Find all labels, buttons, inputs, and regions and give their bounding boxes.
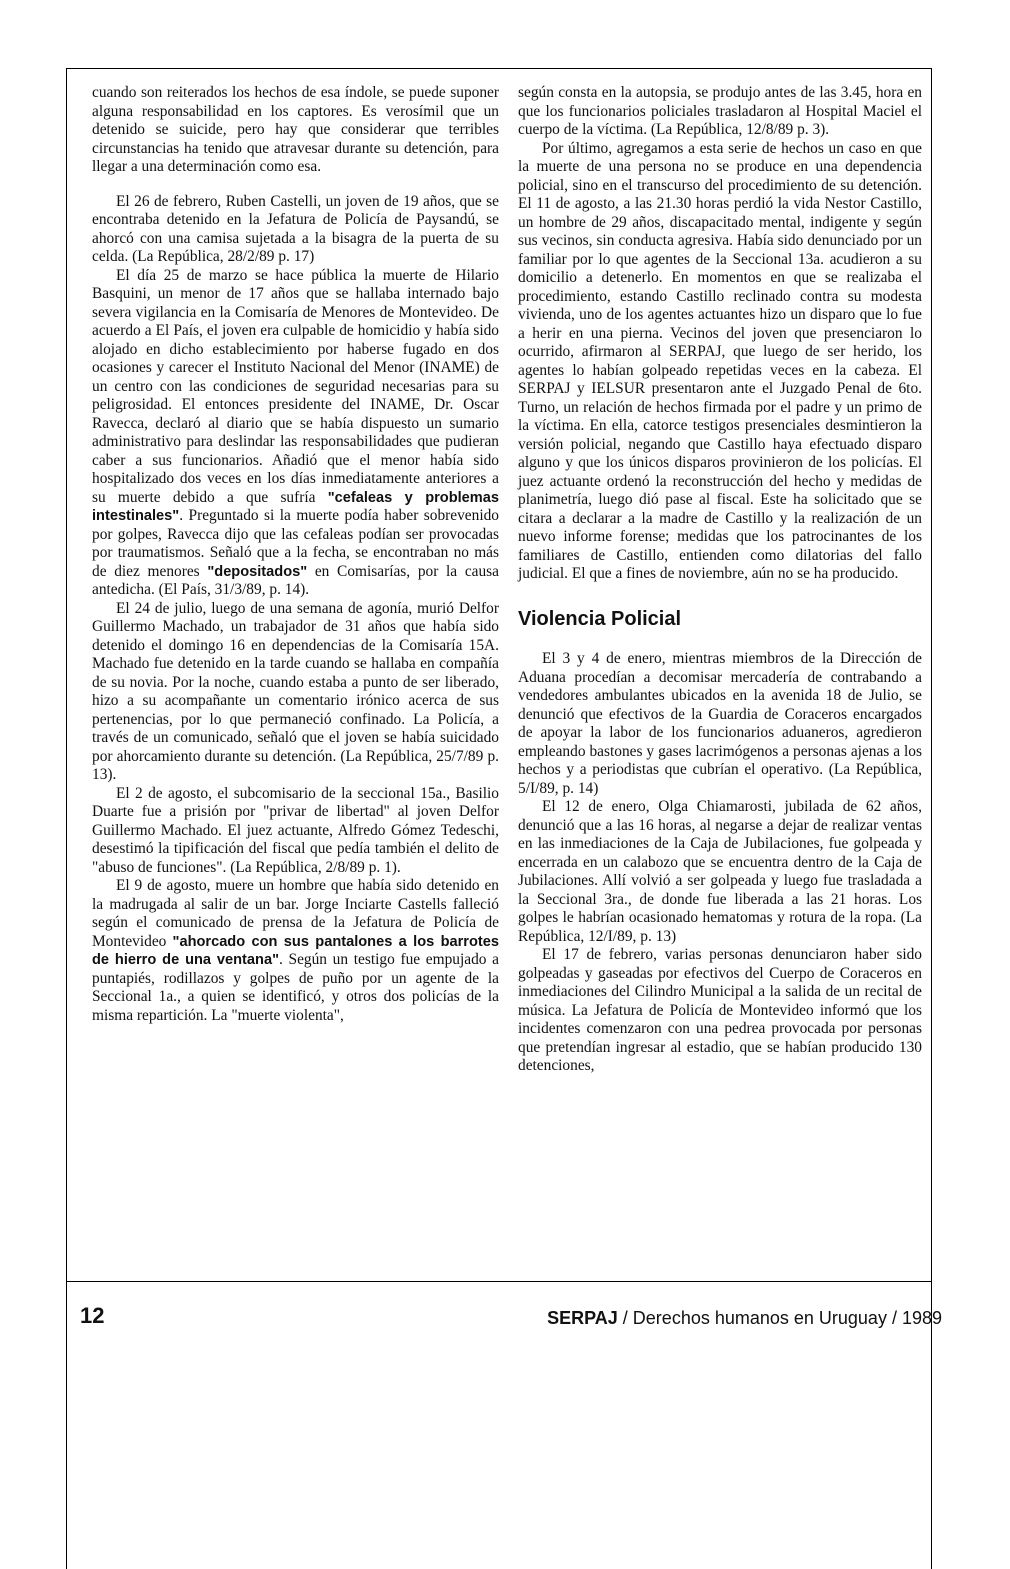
- left-column: [92, 84, 499, 1025]
- paragraph: [92, 267, 499, 600]
- text-run: . Preguntado si la muerte podía haber sobrevenido por golpes, Ravecca dijo que las cefaleas podían ser provocadas por traumatismos. Señaló que a la fecha, se encontraban no más de diez menores: [92, 507, 499, 580]
- text-run: . Según un testigo fue empujado a puntapiés, rodillazos y golpes de puño por un agente de la Seccional 1a., a quien se identificó, y otros dos policías de la misma repartición. La "muerte violenta",: [92, 951, 499, 1024]
- page-number: 12: [80, 1303, 105, 1328]
- paragraph: El 24 de julio, luego de una semana de agonía, murió Delfor Guillermo Machado, un trabajador de 31 años que había sido detenido el domingo 16 en dependencias de la Comisaría 15A. Machado fue detenido en la tarde cuando se hallaba en compañía de su novia. Por la noche, cuando estaba a punto de ser liberado, hizo a su acompañante un comentario irónico acerca de sus pertenencias, por lo que permaneció confinado. La Policía, a través de un comunicado, señaló que el joven se había suicidado por ahorcamiento durante su detención. (La República, 25/7/89 p. 13).: [92, 599, 499, 783]
- footer-brand: SERPAJ: [547, 1308, 618, 1328]
- paragraph: El 2 de agosto, el subcomisario de la seccional 15a., Basilio Duarte fue a prisión por "privar de libertad" al joven Delfor Guillermo Machado. El juez actuante, Alfredo Gómez Tedeschi, desestimó la tipificación del fiscal que pedía también el delito de "abuso de funciones". (La República, 2/8/89 p. 1).: [92, 784, 499, 876]
- paragraph: El 17 de febrero, varias personas denunciaron haber sido golpeadas y gaseadas por efectivos del Cuerpo de Coraceros en inmediaciones del Cilindro Municipal a la salida de un recital de música. La Jefatura de Policía de Montevideo informó que los incidentes comenzaron con una pedrea provocada por personas que pretendían ingresar al estadio, que se habían producido 130 detenciones,: [518, 946, 922, 1074]
- frame-bottom-rule: [66, 1281, 932, 1282]
- right-column: [518, 84, 922, 1076]
- paragraph: [92, 877, 499, 1025]
- paragraph: El 3 y 4 de enero, mientras miembros de la Dirección de Aduana procedían a decomisar mercadería de contrabando a vendedores ambulantes ubicados en la avenida 18 de Julio, se denunció que efectivos de la Guardia de Coraceros encargados de apoyar la labor de los funcionarios aduaneros, agredieron empleando bastones y gases lacrimógenos a personas ajenas a los hechos y a periodistas que cubrían el operativo. (La República, 5/I/89, p. 14): [518, 650, 922, 797]
- emphasis-quote: "ahorcado con sus pantalones a los barrotes de hierro de una ventana": [92, 933, 499, 968]
- paragraph: cuando son reiterados los hechos de esa índole, se puede suponer alguna responsabilidad en los captores. Es verosímil que un detenido se suicide, pero hay que considerar que terribles circunstancias ha tenido que atravesar durante su detención, para llegar a una determinación como esa.: [92, 84, 499, 175]
- emphasis-quote: "depositados": [207, 563, 308, 580]
- section-heading: Violencia Policial: [518, 607, 682, 630]
- text-run: El día 25 de marzo se hace pública la muerte de Hilario Basquini, un menor de 17 años que se hallaba internado bajo severa vigilancia en la Comisaría de Menores de Montevideo. De acuerdo a El País, el joven era culpable de homicidio y había sido alojado en dicho establecimiento por haberse fugado en dos ocasiones y carecer el Instituto Nacional del Menor (INAME) de un centro con las condiciones de seguridad necesarias para su peligrosidad. El entonces presidente del INAME, Dr. Oscar Ravecca, declaró al diario que se había dispuesto un sumario administrativo para deslindar las responsabilidades que pudieran caber a sus funcionarios. Añadió que el menor había sido hospitalizado dos veces en los días inmediatamente anteriores a su muerte debido a que sufría: [92, 266, 499, 506]
- paragraph: El 12 de enero, Olga Chiamarosti, jubilada de 62 años, denunció que a las 16 horas, al negarse a dejar de realizar ventas en las inmediaciones de la Caja de Jubilaciones, fue golpeada y encerrada en un calabozo que se encuentra dentro de la Caja de Jubilaciones. Allí volvió a ser golpeada y luego fue trasladada a la Seccional 3ra., de donde fue liberada a las 21 horas. Los golpes le habrían ocasionado hematomas y rotura de la ropa. (La República, 12/I/89, p. 13): [518, 798, 922, 945]
- paragraph: Por último, agregamos a esta serie de hechos un caso en que la muerte de una persona no se produce en una dependencia policial, sino en el transcurso del procedimiento de su detención. El 11 de agosto, a las 21.30 horas perdió la vida Nestor Castillo, un hombre de 29 años, discapacitado mental, indigente y según sus vecinos, sin conducta agresiva. Había sido denunciado por un familiar por lo que agentes de la Seccional 13a. acudieron a su domicilio a detenerlo. En momentos en que se realizaba el procedimiento, estando Castillo reclinado contra su modesta vivienda, uno de los agentes actuantes hizo un disparo que lo fue a herir en una pierna. Vecinos del joven que presenciaron lo ocurrido, afirmaron al SERPAJ, que luego de ser herido, los agentes lo habían golpeado repetidas veces en la cabeza. El SERPAJ y IELSUR presentaron ante el Juzgado Penal de 6to. Turno, un relación de hechos firmada por el padre y un primo de la víctima. En ella, catorce testigos presenciales desmintieron la versión policial, negando que Castillo haya efectuado disparo alguno y que los únicos disparos provinieron de los policías. El juez actuante ordenó la reconstrucción del hecho y medidas de planimetría, luego dió pase al fiscal. Este ha solicitado que se citara a declarar a la madre de Castillo y la realización de un nuevo informe forense; medidas que los patrocinantes de los familiares de Castillo, entienden como dilatorias del fallo judicial. El que a fines de noviembre, aún no se ha producido.: [518, 139, 922, 582]
- footer-title-text: / Derechos humanos en Uruguay / 1989: [617, 1308, 942, 1328]
- emphasis-quote: "cefaleas y problemas intestinales": [92, 489, 500, 524]
- running-footer: [547, 1308, 942, 1329]
- text-run: El 9 de agosto, muere un hombre que había sido detenido en la madrugada al salir de un bar. Jorge Inciarte Castells falleció según el comunicado de prensa de la Jefatura de Policía de Montevideo: [92, 877, 499, 950]
- paragraph: según consta en la autopsia, se produjo antes de las 3.45, hora en que los funcionarios policiales trasladaron al Hospital Maciel el cuerpo de la víctima. (La República, 12/8/89 p. 3).: [518, 84, 922, 138]
- text-run: en Comisarías, por la causa antedicha. (El País, 31/3/89, p. 14).: [92, 562, 499, 598]
- paragraph: El 26 de febrero, Ruben Castelli, un joven de 19 años, que se encontraba detenido en la Jefatura de Policía de Paysandú, se ahorcó con una camisa sujetada a la bisagra de la puerta de su celda. (La República, 28/2/89 p. 17): [92, 192, 499, 265]
